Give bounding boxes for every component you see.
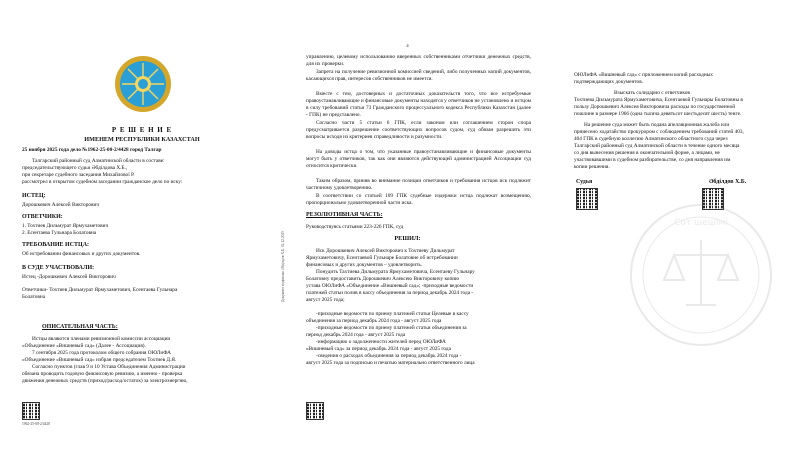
paragraph: В соответствии со статьей 109 ГПК судебные издержки истца подлежат возмещению, пропорционально удовлетворенной части иска.: [306, 193, 531, 206]
qr-code-icon: [576, 188, 598, 210]
continuation-line: Взыскать солидарно с ответчиков: [614, 90, 690, 96]
descriptive-line: 7 сентября 2025 года протоколом общего собрания ОЮЛиФА: [32, 350, 171, 356]
resolutive-heading: РЕЗОЛЮТИВНАЯ ЧАСТЬ:: [306, 212, 383, 218]
qr-code-icon: [22, 402, 40, 420]
seal-lettering: Сот шешімі: [674, 218, 728, 228]
defendant-item: 1. Тохтиев Дильмурат Ярмухаметович: [22, 223, 109, 229]
resolutive-line: Руководствуясь статьями 223-226 ГПК, суд: [306, 224, 404, 230]
case-line: 25 ноября 2025 года дело №1962-25-00-2/4428 город Талгар: [22, 147, 162, 153]
decision-line: Болатовну предоставить Дорошкевич Алексею Викторовичу копию: [306, 276, 460, 282]
paragraph: Вместе с тем, достоверных и достаточных доказательств того, что все истребуемые правоустанавливающие и финансовые документы находятся у ответчиков не установлено и истцом в силу требований статьи 73 Гражданского процессуального кодекса Республики Казахстан (далее - ГПК) не представлено.: [306, 91, 531, 118]
defendants-heading: ОТВЕТЧИКИ:: [22, 214, 63, 220]
decision-line: устава ОЮЛиФА «Объединение «Вишневый сад»; -приходные ведомости: [306, 283, 474, 289]
decision-line: август 2025 года;: [306, 297, 345, 303]
side-signature-note: Документ подписан: Әбділдов Х.Б. 02.12.2025: [281, 230, 285, 302]
decision-line: «Вишневый сад» за период декабрь 2024 года - август 2025 года: [306, 346, 451, 352]
document-page-2: [276, 2, 539, 448]
page-number: 4: [406, 43, 409, 48]
continuation-line: Талгарский районный суд Алматинской области в течение одного месяца: [574, 143, 740, 149]
participant-item: Истец -Дорошкевич Алексей Викторович: [22, 274, 116, 280]
qr-code-icon: [306, 402, 324, 420]
continuation-line: со дня вынесения решения в окончательной форме, а лицами, не: [574, 150, 720, 156]
continuation-line: подтверждающих документов.: [574, 79, 644, 85]
paragraph: Запрета на получение ревизионной комиссией сведений, либо полученных копий документов, касающихся прав, интересов собственников не имеется.: [306, 69, 531, 82]
kazakhstan-emblem-icon: [113, 54, 173, 114]
document-title: Р Е Ш Е Н И Е: [111, 126, 173, 134]
continuation-line: участвовавшими в судебном разбирательстве, со дня направления им: [574, 157, 731, 163]
continuation-line: пошлине в размере 1966 (одна тысяча девятьсот шестьдесят шесть) тенге.: [574, 111, 742, 117]
decision-line: объединения за период декабрь 2024 года - август 2025 года: [306, 318, 442, 324]
continuation-line: 404 ГПК в судебную коллегию Алматинского областного суда через: [574, 136, 728, 142]
descriptive-line: Истцы являются членами ревизионной комиссии ассоциации: [32, 336, 171, 342]
descriptive-line: Согласно пунктов (глав 9 и 10 Устава Объединения Администрации: [32, 364, 186, 370]
judge-label: Судья: [576, 179, 593, 185]
continuation-line: На решение суда может быть подана апелляционная жалоба или: [584, 122, 730, 128]
decision-line: август 2025 года за подписью и печатью материально ответственного лица: [306, 360, 475, 366]
plaintiff-name: Дорошкевич Алексей Викторович: [22, 202, 100, 208]
paragraph: На доводы истца о том, что указанные правоустанавливающие и финансовые документы могут быть у ответчиков, так как они являются действующей администрацией Ассоциации суд относится критически.: [306, 149, 531, 169]
decision-line: финансовых и других документов – удовлетворить.: [306, 262, 423, 268]
footer-code: 1962-25-00-2/4428: [22, 422, 50, 426]
decision-line: -информацию о задолженности жителей перед ОЮЛиФА: [316, 339, 446, 345]
paragraph: Согласно части 5 статьи 6 ГПК, если законом или соглашением сторон спора предусматривается разрешение соответствующих вопросов судом, суд обязан разрешить эти вопросы исходя из критериев справедливости и разумности.: [306, 120, 531, 140]
continuation-line: принесено ходатайство прокурором с соблюдением требований статей 403,: [574, 129, 744, 135]
paragraph: Таким образом, приняв во внимание позиции ответчиков и требования истцов иск подлежит частичному удовлетворению.: [306, 178, 531, 191]
decided-heading: РЕШИЛ:: [394, 235, 421, 242]
continuation-line: ОЮЛиФА «Вишневый сад» с приложением копий расходных: [574, 72, 713, 78]
paragraph: управлению, целевому использованию вверенных собственниками отчетчики денежных средств, для их проверки.: [306, 54, 531, 67]
intro-line: рассмотрел в открытом судебном заседании гражданское дело по иску:: [22, 179, 183, 185]
document-page-1: [18, 2, 266, 448]
participant-item: Ответчики- Тохтиев Дильмурат Ярмухаметович, Есентаева Гульнара: [22, 287, 178, 293]
decision-line: период декабрь 2024 года - август 2025 года: [306, 332, 406, 338]
descriptive-line: движения денежных средств (приход/расход/остаток) за электроэнергию,: [22, 378, 188, 384]
plaintiff-heading: ИСТЕЦ:: [22, 193, 46, 199]
decision-line: Ярмухаметовичу, Есентаевой Гульнаре Болатовне об истребовании: [306, 255, 458, 261]
decision-line: платежей статьи полив в кассу объединения за период декабрь 2024 года -: [306, 290, 474, 296]
participants-heading: В СУДЕ УЧАСТВОВАЛИ:: [22, 265, 95, 271]
descriptive-line: обязана проводить годовую финансовую ревизию, а именно - проверка: [22, 371, 183, 377]
claim-heading: ТРЕБОВАНИЕ ИСТЦА:: [22, 242, 90, 248]
decision-line: -приходные ведомости по приему платежей статьи объединения за: [316, 325, 467, 331]
decision-line: -приходные ведомости по приему платежей статьи Целевые в кассу: [316, 311, 469, 317]
court-seal-watermark-icon: [626, 200, 776, 350]
decision-line: Понудить Тахтиева Дильмурата Ярмухаметовича, Есентаеву Гульнару: [316, 269, 475, 275]
decision-line: Иск Дорошкевич Алексей Викторович к Тохтиеву Дильмурат: [316, 248, 455, 254]
participant-item: Болатовна: [22, 294, 46, 300]
continuation-line: Тохтиева Дильмурата Ярмухаметовича, Есентаевой Гульнары Болатовны в: [574, 97, 743, 103]
descriptive-heading: ОПИСАТЕЛЬНАЯ ЧАСТЬ:: [42, 324, 118, 330]
judge-name: Әбділдов Х.Б.: [709, 179, 747, 185]
intro-line: председательствующего судьи Әбділдова Х.Б.,: [22, 165, 128, 171]
intro-line: при секретаре судебного заседания Михайлової Р.: [22, 172, 135, 178]
descriptive-line: «Объединение «Вишневый сад» (Далее - Ассоциация).: [22, 343, 146, 349]
defendant-item: 2. Есентаева Гульнара Болатовна: [22, 230, 97, 236]
claim-text: Об истребовании финансовых и других документов.: [22, 251, 141, 257]
document-subtitle: ИМЕНЕМ РЕСПУБЛИКИ КАЗАХСТАН: [84, 136, 200, 143]
continuation-line: пользу Дорошкевич Алексея Викторовича расходы по государственной: [574, 104, 736, 110]
intro-line: Талгарский районный суд Алматинской области в составе:: [32, 158, 165, 164]
descriptive-line: «Объединение «Вишневый сад» избран председателем Тохтиев Д.Я.: [22, 357, 177, 363]
decision-line: -сведения о расходах объединения за период декабрь 2024 года -: [316, 353, 462, 359]
continuation-line: копии решения.: [574, 164, 610, 170]
